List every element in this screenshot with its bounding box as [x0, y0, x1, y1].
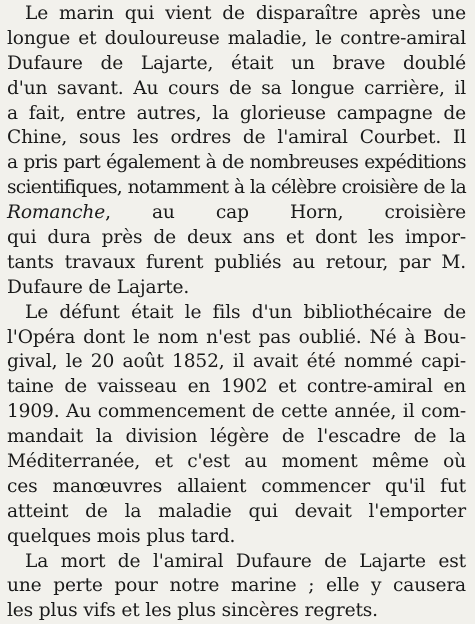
text-line: [7, 176, 466, 201]
text-line: Dufaure de Lajarte, était un brave doublé: [7, 52, 466, 74]
text-line: atteint de la maladie qui devait l'emporter: [7, 500, 466, 522]
paragraph-2: [7, 301, 466, 550]
text-line: tants travaux furent publiés au retour, par M.: [7, 251, 466, 273]
text-line: ces manœuvres allaient commencer qu'il fut: [7, 475, 466, 497]
text-line: mandait la division légère de l'escadre de la: [7, 426, 466, 448]
text-line: gival, le 20 août 1852, il avait été nommé capi-: [7, 351, 466, 373]
text-line: Le marin qui vient de disparaître après une: [25, 3, 466, 24]
paragraph-3: [7, 550, 466, 624]
text-line: Romanche, au cap Horn, croisière: [7, 202, 466, 224]
paragraph-1: [7, 2, 466, 301]
text-line: Chine, sous les ordres de l'amiral Courbet. Il: [7, 127, 466, 149]
text-line: quelques mois plus tard.: [7, 525, 236, 547]
text-fragment: au cap Horn, croisière: [151, 202, 466, 224]
text-line: Dufaure de Lajarte.: [7, 276, 190, 298]
text-line: d'un savant. Au cours de sa longue carrière, il: [7, 77, 466, 99]
text-fragment: scientifiques, notamment à la célèbre croisière de la: [7, 177, 466, 199]
text-line: longue et douloureuse maladie, le contre-amiral: [7, 27, 466, 49]
text-line: 1909. Au commencement de cette année, il com-: [7, 401, 466, 423]
text-line: les plus vifs et les plus sincères regrets.: [7, 600, 378, 622]
text-line: a fait, entre autres, la glorieuse campagne de: [7, 102, 466, 124]
ship-name: Romanche: [7, 202, 106, 224]
text-line: a pris part également à de nombreuses expéditions: [7, 152, 466, 174]
text-line: La mort de l'amiral Dufaure de Lajarte est: [25, 550, 466, 572]
text-line: taine de vaisseau en 1902 et contre-amiral en: [7, 376, 466, 398]
text-line: une perte pour notre marine ; elle y causera: [7, 575, 466, 597]
text-line: qui dura près de deux ans et dont les impor-: [7, 227, 466, 249]
text-line: l'Opéra dont le nom n'est pas oublié. Né à Bou-: [7, 326, 466, 348]
text-line: Le défunt était le fils d'un bibliothécaire de: [25, 301, 466, 323]
text-line: Méditerranée, et c'est au moment même où: [7, 451, 466, 473]
